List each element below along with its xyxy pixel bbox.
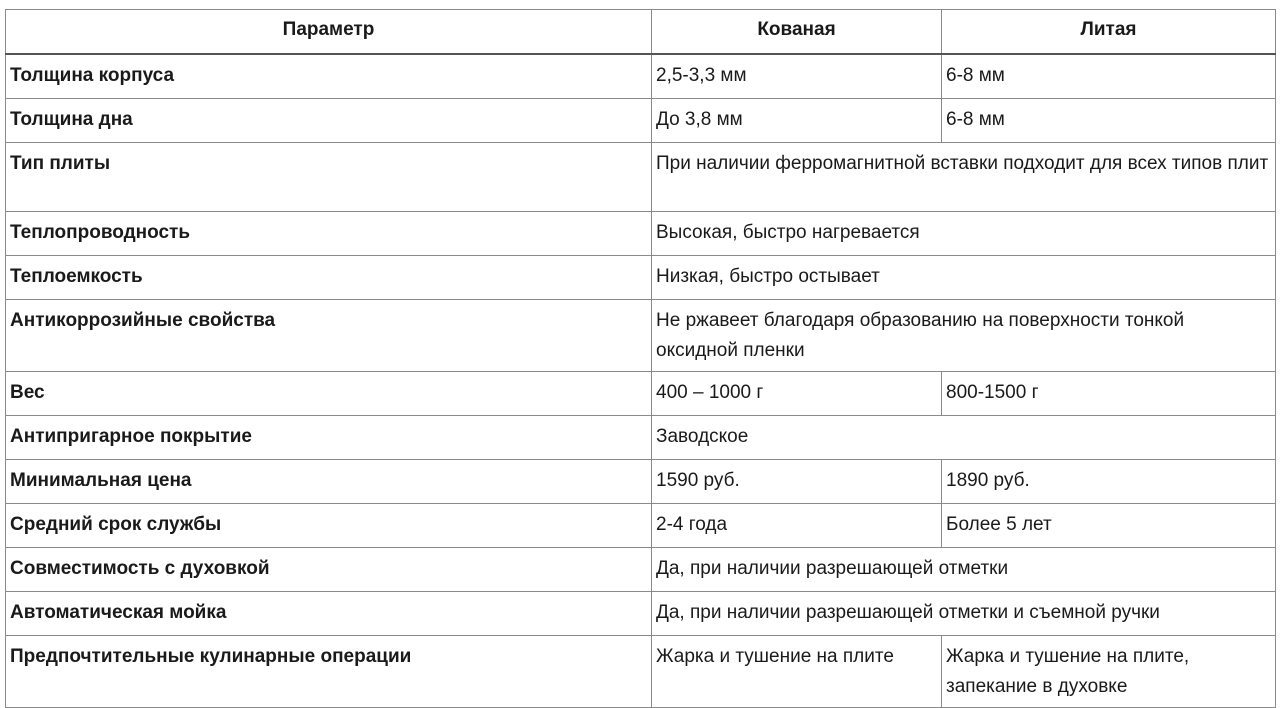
table-row — [6, 459, 1276, 503]
header-row — [6, 10, 1276, 55]
table-row — [6, 255, 1276, 299]
row-param: Автоматическая мойка — [6, 591, 652, 635]
row-shared-value: Высокая, быстро нагревается — [652, 211, 1276, 255]
row-param: Антипригарное покрытие — [6, 415, 652, 459]
table-row — [6, 299, 1276, 371]
row-cast-value: 6-8 мм — [942, 98, 1276, 142]
table-row — [6, 371, 1276, 415]
row-param: Совместимость с духовкой — [6, 547, 652, 591]
row-cast-value: 800-1500 г — [942, 371, 1276, 415]
row-forged-value: 1590 руб. — [652, 459, 942, 503]
table-row — [6, 415, 1276, 459]
row-cast-value: 6-8 мм — [942, 54, 1276, 98]
row-param: Предпочтительные кулинарные операции — [6, 635, 652, 707]
comparison-table — [5, 9, 1276, 708]
row-shared-value: При наличии ферромагнитной вставки подходит для всех типов плит — [652, 142, 1276, 211]
table-row — [6, 591, 1276, 635]
row-param: Минимальная цена — [6, 459, 652, 503]
table-row — [6, 547, 1276, 591]
row-forged-value: 400 – 1000 г — [652, 371, 942, 415]
row-forged-value: До 3,8 мм — [652, 98, 942, 142]
row-shared-value: Не ржавеет благодаря образованию на поверхности тонкой оксидной пленки — [652, 299, 1276, 371]
row-forged-value: 2-4 года — [652, 503, 942, 547]
header-cast: Литая — [942, 10, 1276, 55]
row-cast-value: Более 5 лет — [942, 503, 1276, 547]
row-param: Антикоррозийные свойства — [6, 299, 652, 371]
row-forged-value: 2,5-3,3 мм — [652, 54, 942, 98]
table-row — [6, 211, 1276, 255]
row-param: Теплоемкость — [6, 255, 652, 299]
row-cast-value: 1890 руб. — [942, 459, 1276, 503]
row-param: Вес — [6, 371, 652, 415]
row-forged-value: Жарка и тушение на плите — [652, 635, 942, 707]
header-forged: Кованая — [652, 10, 942, 55]
table-body — [6, 54, 1276, 707]
row-param: Толщина корпуса — [6, 54, 652, 98]
row-param: Теплопроводность — [6, 211, 652, 255]
row-cast-value: Жарка и тушение на плите, запекание в духовке — [942, 635, 1276, 707]
table-row — [6, 503, 1276, 547]
table-header — [6, 10, 1276, 55]
header-param: Параметр — [6, 10, 652, 55]
row-param: Тип плиты — [6, 142, 652, 211]
row-param: Средний срок службы — [6, 503, 652, 547]
row-shared-value: Да, при наличии разрешающей отметки и съемной ручки — [652, 591, 1276, 635]
row-shared-value: Да, при наличии разрешающей отметки — [652, 547, 1276, 591]
table-row — [6, 635, 1276, 707]
row-param: Толщина дна — [6, 98, 652, 142]
row-shared-value: Заводское — [652, 415, 1276, 459]
table-row — [6, 142, 1276, 211]
row-shared-value: Низкая, быстро остывает — [652, 255, 1276, 299]
table-row — [6, 98, 1276, 142]
table-row — [6, 54, 1276, 98]
